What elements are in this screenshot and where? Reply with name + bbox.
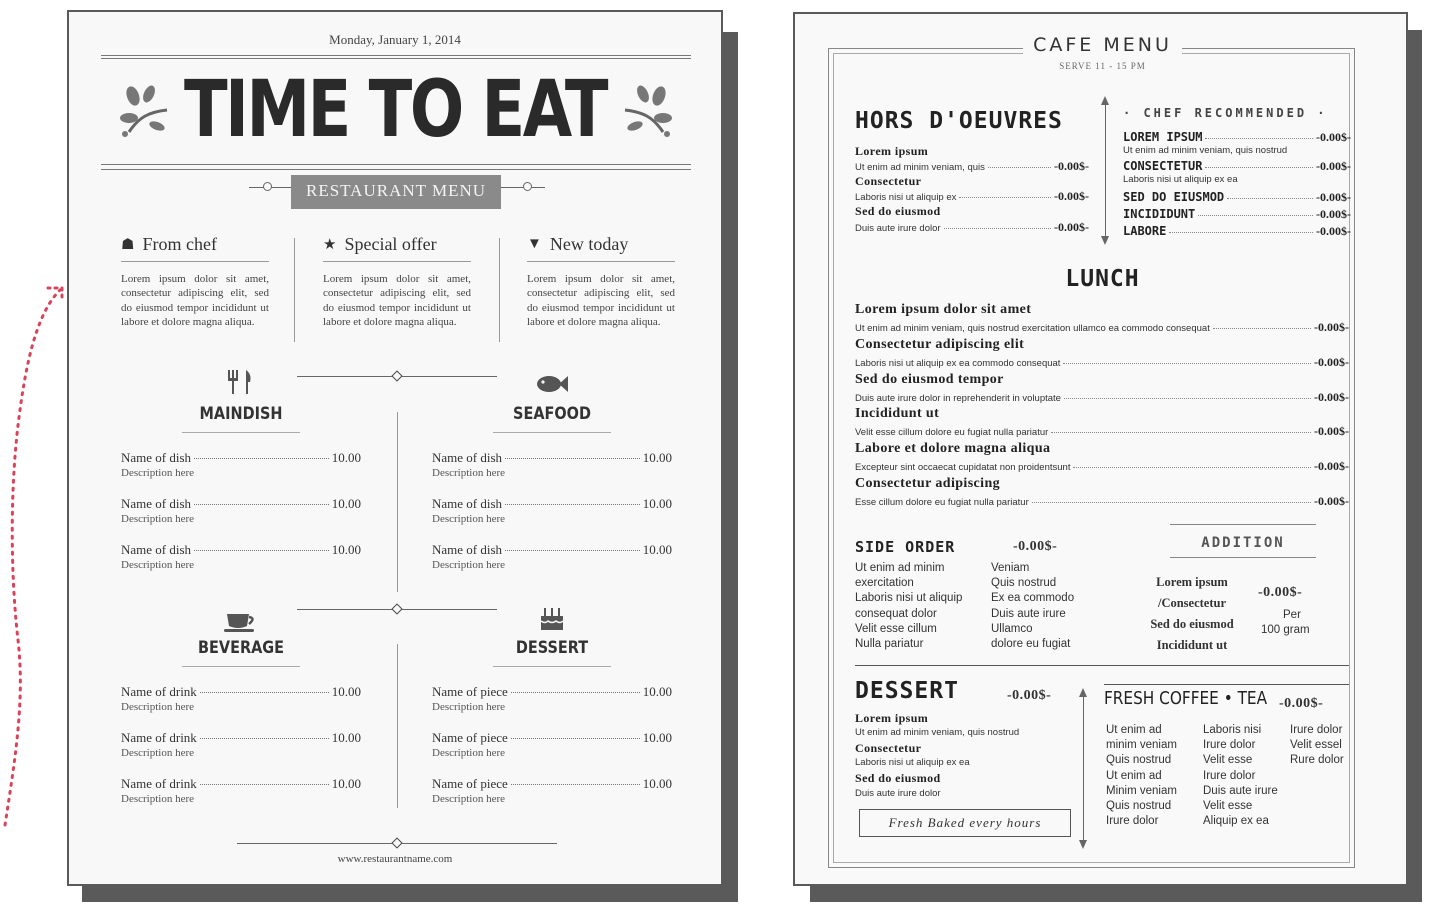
chef-item-name: SED DO EIUSMOD (1123, 190, 1225, 204)
chef-item (1123, 130, 1351, 145)
hors-item-price: -0.00$- (1054, 189, 1089, 203)
item-name: Name of dish (432, 450, 503, 465)
cafe-menu-title (795, 34, 1410, 56)
item-name: Name of piece (432, 776, 508, 791)
menu-date: Monday, January 1, 2014 (329, 32, 461, 47)
chef-recommended-title: · CHEF RECOMMENDED · (1123, 106, 1328, 120)
chef-item-price: -0.00$- (1316, 207, 1351, 221)
menu-item (121, 730, 361, 776)
hors-item-desc: Ut enim ad minim veniam, quis (855, 162, 985, 173)
coffee-rule (1104, 684, 1349, 685)
coffee-col-2 (1203, 723, 1278, 829)
fork-knife-icon (181, 368, 301, 404)
chef-item-desc: Ut enim ad minim veniam, quis nostrud (1123, 145, 1288, 156)
lunch-item-desc: Ut enim ad minim veniam, quis nostrud exercitation ullamco ea commodo consequat (855, 323, 1210, 334)
item-price: 10.00 (331, 730, 361, 745)
hors-item-line (855, 159, 1089, 174)
menu-item (432, 776, 672, 822)
item-price: 10.00 (642, 496, 672, 511)
cafe-menu-page (793, 12, 1408, 886)
feature-text: Lorem ipsum dolor sit amet, consectetur adipiscing elit, sed do eiusmod tempor incididunt ut labore et dolore magna aliqua. (121, 273, 269, 328)
hors-item-line (855, 220, 1089, 235)
feature-special-offer (323, 234, 471, 329)
chef-item-name: CONSECTETUR (1123, 159, 1203, 173)
coffee-line: Quis nostrud (1106, 754, 1172, 767)
beverage-list (121, 684, 361, 822)
side-order-title: SIDE ORDER (855, 538, 956, 556)
coffee-line: Velit essel (1290, 739, 1342, 752)
lunch-item-line (855, 424, 1349, 439)
maindish-list (121, 450, 361, 588)
side-order-line: dolore eu fugiat (991, 638, 1071, 651)
item-name: Name of dish (121, 496, 192, 511)
chef-item-desc: Laboris nisi ut aliquip ex ea (1123, 174, 1238, 185)
item-desc: Description here (121, 793, 194, 805)
coffee-line: Ut enim ad (1106, 769, 1162, 782)
feature-label: New today (549, 234, 629, 254)
lunch-item-price: -0.00$- (1314, 320, 1349, 334)
side-order-line: Ut enim ad minim (855, 562, 945, 574)
star-icon: ★ (323, 237, 337, 253)
dessert-item-desc: Laboris nisi ut aliquip ex ea (855, 757, 970, 768)
divider-arrow-down (1101, 236, 1109, 245)
item-price: 10.00 (642, 542, 672, 557)
side-order-line: Nulla pariatur (855, 638, 924, 651)
section-title-beverage: BEVERAGE (198, 638, 284, 658)
dessert-item-name: Consectetur (855, 741, 922, 755)
leaf-flourish-icon-right (621, 82, 673, 149)
addition-rule-bottom (1170, 557, 1316, 558)
coffee-line: Velit esse (1203, 800, 1253, 813)
coffee-col-3 (1290, 723, 1344, 769)
menu-item (121, 542, 361, 588)
addition-rule-top (1170, 524, 1316, 525)
item-desc: Description here (432, 467, 505, 479)
section-title-seafood: SEAFOOD (513, 404, 591, 424)
dessert-price: -0.00$- (1007, 688, 1052, 703)
dessert-title: DESSERT (855, 678, 959, 704)
website-link[interactable]: www.restaurantname.com (337, 853, 453, 865)
lunch-item-name: Labore et dolore magna aliqua (855, 441, 1051, 457)
menu-item (432, 496, 672, 542)
feature-from-chef (121, 234, 269, 329)
lunch-title: LUNCH (1065, 266, 1140, 292)
dessert-item-name: Sed do eiusmod (855, 771, 941, 785)
side-order-line: Velit esse cillum (855, 622, 937, 635)
lunch-item-line (855, 390, 1349, 405)
coffee-line: Irure dolor (1290, 724, 1343, 736)
item-name: Name of dish (432, 542, 503, 557)
fish-icon (492, 372, 612, 404)
item-price: 10.00 (642, 450, 672, 465)
addition-items (1135, 572, 1249, 656)
lunch-item-name: Incididunt ut (855, 406, 940, 422)
chef-item (1123, 224, 1351, 239)
feature-label: Special offer (344, 234, 437, 254)
coffee-line: Duis aute irure (1203, 784, 1278, 797)
section-underline (493, 432, 611, 433)
feature-text: Lorem ipsum dolor sit amet, consectetur adipiscing elit, sed do eiusmod tempor incididunt ut labore et dolore magna aliqua. (323, 273, 471, 328)
lunch-item-name: Lorem ipsum dolor sit amet (855, 302, 1032, 317)
lunch-item-price: -0.00$- (1314, 459, 1349, 474)
side-order-line: Ullamco (991, 622, 1033, 635)
side-order-price: -0.00$- (1013, 539, 1058, 554)
coffee-line: Aliquip ex ea (1203, 815, 1269, 828)
coffee-line: minim veniam (1106, 739, 1177, 752)
hors-item-price: -0.00$- (1054, 220, 1089, 234)
menu-item (432, 450, 672, 496)
item-name: Name of dish (432, 496, 503, 511)
divider-arrow-down (1079, 840, 1087, 849)
hors-item-line (855, 189, 1089, 204)
lunch-item-desc: Excepteur sint occaecat cupidatat non proidentsunt (855, 462, 1071, 474)
item-desc: Description here (432, 559, 505, 571)
section-title-maindish: MAINDISH (199, 404, 283, 424)
coffee-line: Velit esse (1203, 754, 1253, 767)
section-underline (493, 666, 611, 667)
hors-item-name: Consectetur (855, 174, 922, 188)
chef-item-price: -0.00$- (1316, 159, 1351, 173)
lunch-item-name: Consectetur adipiscing (855, 476, 1001, 491)
coffee-line: Irure dolor (1203, 769, 1256, 782)
item-desc: Description here (121, 513, 194, 525)
coffee-tea-title: FRESH COFFEE • TEA (1104, 688, 1268, 709)
lunch-item-line (855, 355, 1349, 370)
lunch-item-price: -0.00$- (1314, 424, 1349, 439)
lunch-item-name: Consectetur adipiscing elit (855, 336, 1025, 352)
chef-item-name: LABORE (1123, 224, 1167, 238)
item-desc: Description here (432, 701, 505, 713)
divider-line (1083, 696, 1084, 844)
item-price: 10.00 (331, 542, 361, 557)
fresh-baked-badge: Fresh Baked every hours (859, 809, 1071, 837)
chef-item-price: -0.00$- (1316, 130, 1351, 144)
cake-icon (492, 604, 612, 640)
lunch-item-name: Sed do eiusmod tempor (855, 371, 1004, 387)
dessert-list (432, 684, 672, 822)
item-price: 10.00 (331, 450, 361, 465)
divider-line (1105, 104, 1106, 240)
menu-item (121, 684, 361, 730)
side-order-line: consequat dolor (855, 607, 937, 620)
section-divider (397, 412, 398, 592)
section-divider (397, 644, 398, 808)
coffee-line: Rure dolor (1290, 754, 1344, 767)
hors-item-price: -0.00$- (1054, 159, 1089, 173)
menu-item (432, 684, 672, 730)
item-desc: Description here (432, 747, 505, 759)
dessert-item-desc: Duis aute irure dolor (855, 788, 941, 799)
item-name: Name of dish (121, 542, 192, 557)
lunch-item-price: -0.00$- (1314, 389, 1349, 404)
lunch-item-price: -0.00$- (1314, 494, 1349, 508)
menu-item (432, 542, 672, 588)
item-desc: Description here (121, 467, 194, 479)
feature-divider (499, 238, 500, 342)
dessert-item-desc: Ut enim ad minim veniam, quis nostrud (855, 727, 1020, 738)
coffee-line: Quis nostrud (1106, 800, 1172, 813)
bottom-section-rule (855, 665, 1349, 666)
chef-item (1123, 207, 1351, 222)
chef-item-price: -0.00$- (1316, 190, 1351, 204)
menu-item (121, 450, 361, 496)
section-title-dessert: DESSERT (515, 638, 589, 658)
coffee-col-1 (1106, 723, 1177, 829)
menu-title: TIME TO EAT (183, 65, 607, 155)
side-order-line: Laboris nisi ut aliquip (855, 592, 963, 605)
lunch-item-line (855, 459, 1349, 474)
footer-ornament-diamond (391, 837, 402, 848)
item-price: 10.00 (642, 730, 672, 745)
item-name: Name of dish (121, 450, 192, 465)
hors-doeuvres-title: HORS D'OEUVRES (855, 108, 1063, 134)
item-desc: Description here (121, 701, 194, 713)
feature-new-today (527, 234, 675, 329)
coffee-line: Ut enim ad (1106, 724, 1162, 736)
pointer-icon: ▼ (527, 236, 542, 252)
section-underline (182, 432, 300, 433)
ribbon-dot-right (523, 182, 532, 191)
seafood-list (432, 450, 672, 588)
lunch-item-desc: Velit esse cillum dolore eu fugiat nulla pariatur (855, 427, 1049, 439)
coffee-line: Minim veniam (1106, 784, 1177, 797)
item-price: 10.00 (331, 496, 361, 511)
menu-item (121, 496, 361, 542)
side-order-line: Veniam (991, 562, 1030, 574)
item-price: 10.00 (642, 684, 672, 699)
title-rule (101, 164, 691, 165)
serve-hours: SERVE 11 - 15 PM (1059, 61, 1146, 71)
coffee-price: -0.00$- (1279, 696, 1324, 711)
item-desc: Description here (432, 793, 505, 805)
addition-title: ADDITION (1201, 535, 1285, 551)
feature-text: Lorem ipsum dolor sit amet, consectetur adipiscing elit, sed do eiusmod tempor incididunt ut labore et dolore magna aliqua. (527, 273, 675, 328)
side-order-line: Quis nostrud (991, 577, 1057, 590)
addition-unit: 100 gram (1261, 624, 1310, 636)
lunch-item-line (855, 494, 1349, 509)
addition-per: Per (1283, 609, 1301, 621)
ornament-diamond (391, 370, 402, 381)
side-order-col-1 (855, 561, 962, 652)
addition-item: Sed do eiusmod (1150, 617, 1234, 631)
chef-item (1123, 190, 1351, 205)
coffee-line: Irure dolor (1203, 739, 1256, 752)
item-price: 10.00 (331, 776, 361, 791)
item-price: 10.00 (331, 684, 361, 699)
title-rule-2 (101, 169, 691, 170)
feature-divider (294, 238, 295, 342)
coffee-line: Irure dolor (1106, 815, 1159, 828)
top-rule (101, 55, 691, 56)
side-order-line: Duis aute irure (991, 607, 1066, 620)
lunch-item-desc: Esse cillum dolore eu fugiat nulla pariatur (855, 497, 1029, 508)
addition-item: Lorem ipsum (1156, 575, 1228, 589)
lunch-item-line (855, 320, 1349, 335)
side-order-col-2 (991, 561, 1074, 652)
chef-item (1123, 159, 1351, 174)
ornament-diamond (391, 603, 402, 614)
chef-item-name: LOREM IPSUM (1123, 130, 1203, 144)
item-name: Name of piece (432, 730, 508, 745)
restaurant-menu-ribbon: RESTAURANT MENU (291, 175, 501, 209)
ribbon-dot-left (263, 182, 272, 191)
lunch-item-price: -0.00$- (1314, 354, 1349, 369)
addition-item: /Consectetur (1157, 596, 1227, 610)
item-desc: Description here (121, 747, 194, 759)
coffee-line: Laboris nisi (1203, 724, 1262, 736)
item-desc: Description here (121, 559, 194, 571)
item-name: Name of drink (121, 776, 197, 791)
feature-label: From chef (142, 234, 217, 254)
cafe-title-text: CAFE MENU (1023, 34, 1182, 56)
hors-item-desc: Laboris nisi ut aliquip ex (855, 192, 957, 203)
item-name: Name of piece (432, 684, 508, 699)
restaurant-menu-page (67, 10, 723, 886)
section-underline (182, 666, 300, 667)
chef-item-name: INCIDIDUNT (1123, 207, 1196, 221)
item-price: 10.00 (642, 776, 672, 791)
menu-item (432, 730, 672, 776)
dessert-item-name: Lorem ipsum (855, 711, 929, 725)
side-order-line: Ex ea commodo (991, 592, 1075, 605)
menu-item (121, 776, 361, 822)
item-name: Name of drink (121, 684, 197, 699)
side-order-line: exercitation (855, 577, 914, 590)
lunch-item-desc: Duis aute irure dolor in reprehenderit in voluptate (855, 392, 1061, 404)
hors-item-name: Sed do eiusmod (855, 204, 941, 218)
item-name: Name of drink (121, 730, 197, 745)
item-desc: Description here (432, 513, 505, 525)
chef-item-price: -0.00$- (1316, 224, 1351, 238)
hors-item-name: Lorem ipsum (855, 144, 929, 158)
addition-price: -0.00$- (1258, 585, 1303, 600)
hors-item-desc: Duis aute irure dolor (855, 223, 941, 234)
chef-hat-icon: ☗ (121, 237, 135, 253)
lunch-item-desc: Laboris nisi ut aliquip ex ea commodo consequat (855, 357, 1061, 369)
top-rule-2 (101, 58, 691, 59)
addition-item: Incididunt ut (1156, 638, 1228, 652)
